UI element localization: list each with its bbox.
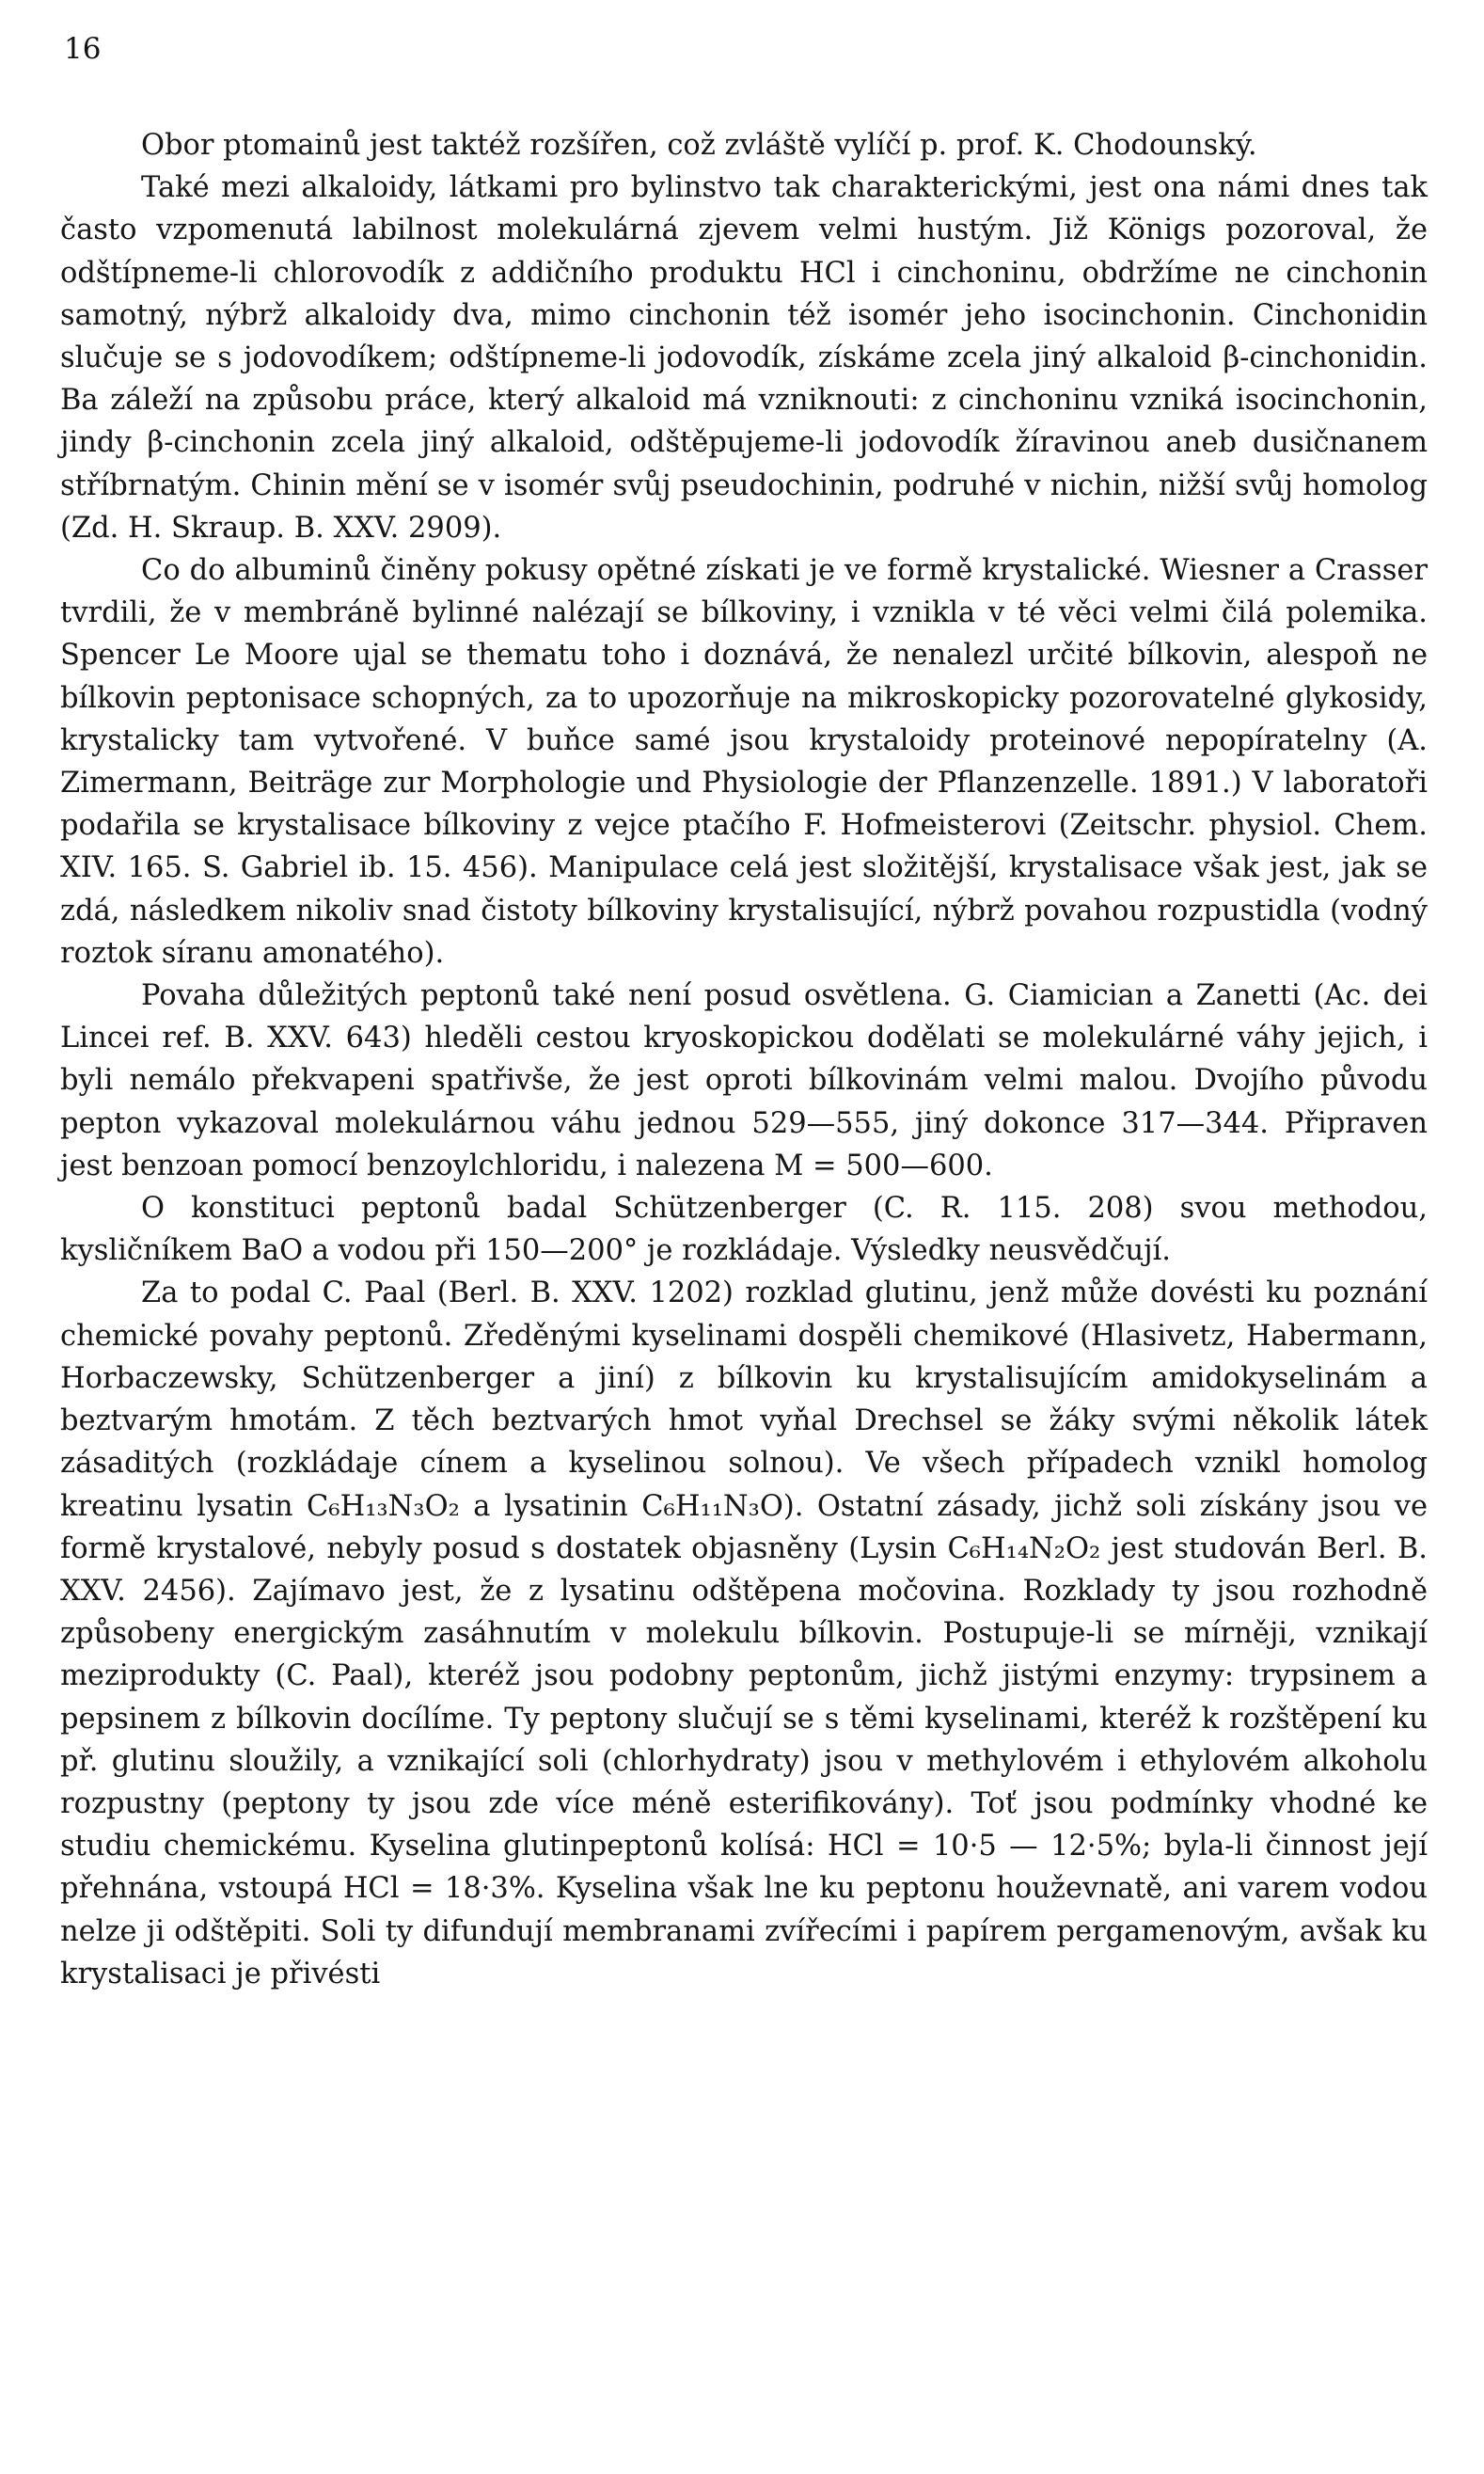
paragraph-constitution: O konstituci peptonů badal Schützenberger (C. R. 115. 208) svou methodou, kysličníkem BaO a vodou při 150—200° je rozkládaje. Výsledky neusvědčují. — [60, 1192, 1428, 1268]
paragraph-albumins: Co do albuminů činěny pokusy opětné získati je ve formě krystalické. Wiesner a Crasser tvrdili, že v membráně bylinné nalézají se bílkoviny, i vznikla v té věci velmi čilá polemika. Spencer Le Moore ujal se thematu toho i doznává, že nenalezl určité bílkovin, alespoň ne bílkovin peptonisace schopných, za to upozorňuje na mikroskopicky pozorovatelné glykosidy, krystalicky tam vytvořené. V buňce samé jsou krystaloidy proteinové nepopíratelny (A. Zimermann, Beiträge zur Morphologie und Physiologie der Pflanzenzelle. 1891.) V laboratoři podařila se krystalisace bílkoviny z vejce ptačího F. Hofmeisterovi (Zeitschr. physiol. Chem. XIV. 165. S. Gabriel ib. 15. 456). Manipulace celá jest složitější, krystalisace však jest, jak se zdá, následkem nikoliv snad čistoty bílkoviny krystalisující, nýbrž povahou rozpustidla (vodný roztok síranu amonatého). — [60, 554, 1428, 970]
paragraph-glutin: Za to podal C. Paal (Berl. B. XXV. 1202) rozklad glutinu, jenž může dovésti ku poznání chemické povahy peptonů. Zředěnými kyselinami dospěli chemikové (Hlasivetz, Habermann, Horbaczewsky, Schützenberger a jiní) z bílkovin ku krystalisujícím amidokyselinám a beztvarým hmotám. Z těch beztvarých hmot vyňal Drechsel se žáky svými několik látek zásaditých (rozkládaje cínem a kyselinou solnou). Ve všech případech vznikl homolog kreatinu lysatin C₆H₁₃N₃O₂ a lysatinin C₆H₁₁N₃O). Ostatní zásady, jichž soli získány jsou ve formě krystalové, nebyly posud s dostatek objasněny (Lysin C₆H₁₄N₂O₂ jest studován Berl. B. XXV. 2456). Zajímavo jest, že z lysatinu odštěpena močovina. Rozklady ty jsou rozhodně způsobeny energickým zasáhnutím v molekulu bílkovin. Postupuje-li se mírněji, vznikají meziprodukty (C. Paal), kteréž jsou podobny peptonům, jichž jistými enzymy: trypsinem a pepsinem z bílkovin docílíme. Ty peptony slučují se s těmi kyselinami, kteréž k rozštěpení ku př. glutinu sloužily, a vznikající soli (chlorhydraty) jsou v methylovém i ethylovém alkoholu rozpustny (peptony ty jsou zde více méně esterifikovány). Toť jsou podmínky vhodné ke studiu chemickému. Kyselina glutinpeptonů kolísá: HCl = 10·5 — 12·5%; byla-li činnost její přehnána, vstoupá HCl = 18·3%. Kyselina však lne ku peptonu houževnatě, ani varem vodou nelze ji odštěpiti. Soli ty difundují membranami zvířecími i papírem pergamenovým, avšak ku krystalisaci je přivésti — [60, 1277, 1428, 1990]
body-text — [60, 124, 1428, 1995]
paragraph-alkaloids: Také mezi alkaloidy, látkami pro bylinstvo tak charakterickými, jest ona námi dnes tak často vzpomenutá labilnost molekulárná zjevem velmi hustým. Již Königs pozoroval, že odštípneme-li chlorovodík z addičního produktu HCl i cinchoninu, obdržíme ne cinchonin samotný, nýbrž alkaloidy dva, mimo cinchonin též isomér jeho isocinchonin. Cinchonidin slučuje se s jodovodíkem; odštípneme-li jodovodík, získáme zcela jiný alkaloid β-cinchonidin. Ba záleží na způsobu práce, který alkaloid má vzniknouti: z cinchoninu vzniká isocinchonin, jindy β-cinchonin zcela jiný alkaloid, odštěpujeme-li jodovodík žíravinou aneb dusičnanem stříbrnatým. Chinin mění se v isomér svůj pseudochinin, podruhé v nichin, nižší svůj homolog (Zd. H. Skraup. B. XXV. 2909). — [60, 171, 1428, 545]
page-number: 16 — [64, 32, 102, 66]
paragraph-peptones: Povaha důležitých peptonů také není posud osvětlena. G. Ciamician a Zanetti (Ac. dei Lincei ref. B. XXV. 643) hleděli cestou kryoskopickou dodělati se molekulárné váhy jejich, i byli nemálo překvapeni spatřivše, že jest oproti bílkovinám velmi malou. Dvojího původu pepton vykazoval molekulárnou váhu jednou 529—555, jiný dokonce 317—344. Připraven jest benzoan pomocí benzoylchloridu, i nalezena M = 500—600. — [60, 979, 1428, 1182]
paragraph-ptomaines: Obor ptomainů jest taktéž rozšířen, což zvláště vylíčí p. prof. K. Chodounský. — [141, 129, 1257, 162]
